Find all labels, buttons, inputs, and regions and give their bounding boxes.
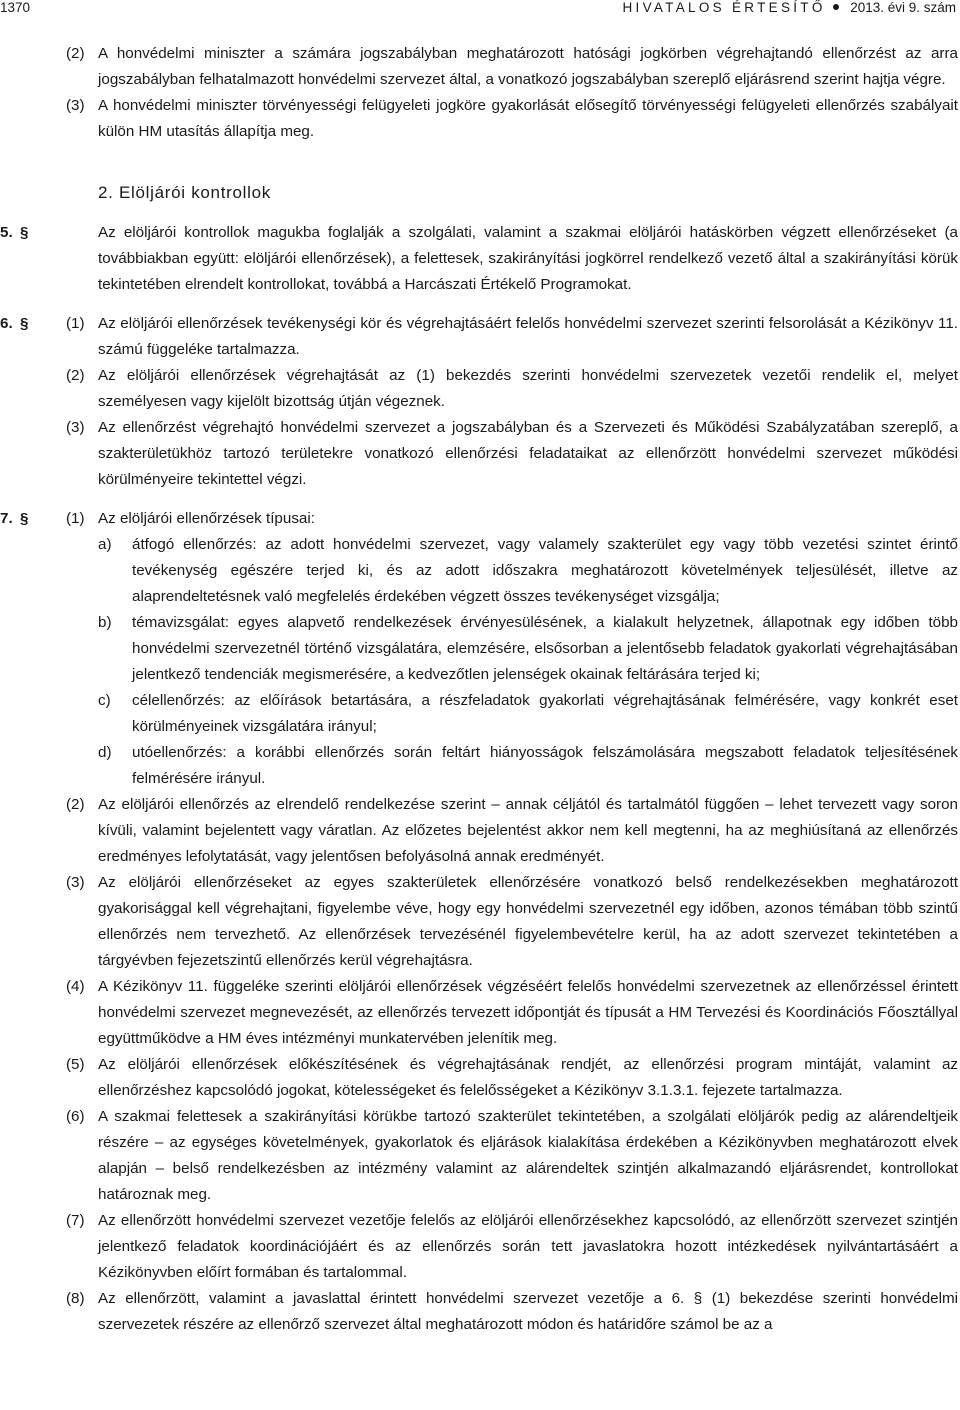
paragraph-number: (2): [66, 367, 85, 384]
issue-number: 2013. évi 9. szám: [850, 0, 956, 15]
paragraph-number: (1): [66, 315, 85, 332]
paragraph-text: A Kézikönyv 11. függeléke szerinti elöljárói ellenőrzések végzéséért felelős honvédelmi szervezetnek az ellenőrzéssel érintett honvédelmi szervezet megnevezését, az ellenőrzés tervezett időpontját és típusát a HM Tervezési és Koordinációs Főosztállyal együttműködve a HM éves intézményi munkatervében jelenítik meg.: [98, 978, 958, 1047]
paragraph-number: (7): [66, 1212, 85, 1229]
paragraph-number: (3): [66, 419, 85, 436]
paragraph-text: Az ellenőrzött, valamint a javaslattal érintett honvédelmi szervezet vezetője a 6. § (1) bekezdése szerinti honvédelmi szervezetek részére az ellenőrző szervezet által meghatározott módon és határidőre számol be az a: [98, 1290, 958, 1333]
section-number: 7.: [0, 510, 13, 527]
paragraph: [0, 792, 958, 870]
paragraph: [0, 93, 958, 145]
list-item-text: átfogó ellenőrzés: az adott honvédelmi szervezet, vagy valamely szakterület egy vagy több vezetési szintet érintő tevékenység egészére terjed ki, és az adott időszakra meghatározott követelmények teljesülését, illetve az alaprendeltetésnek való megfelelés érdekében végzett összes tevékenységet vizsgálja;: [132, 536, 958, 605]
section-number: 6.: [0, 315, 13, 332]
paragraph-number: (4): [66, 978, 85, 995]
list-item-text: utóellenőrzés: a korábbi ellenőrzés során feltárt hiányosságok felszámolására megszabott feladatok teljesítésének felmérésére irányul.: [132, 744, 958, 787]
section-sign: §: [20, 224, 29, 241]
paragraph-number: (8): [66, 1290, 85, 1307]
paragraph-text: A honvédelmi miniszter a számára jogszabályban meghatározott hatósági jogkörben végrehajtandó ellenőrzést az arra jogszabályban felhatalmazott honvédelmi szervezet által, a vonatkozó jogszabályban szereplő eljárásrend szerint hajtja végre.: [98, 45, 958, 88]
section-6: [0, 311, 958, 363]
page-number: 1370: [0, 0, 31, 15]
publication-title: HIVATALOS ÉRTESÍTŐ: [622, 0, 826, 15]
section-5: [0, 220, 958, 298]
list-item: [0, 688, 958, 740]
paragraph: [0, 974, 958, 1052]
paragraph-text: Az elöljárói ellenőrzések típusai:: [98, 510, 315, 527]
paragraph: [0, 1286, 958, 1338]
paragraph-number: (2): [66, 796, 85, 813]
paragraph: [0, 870, 958, 974]
list-item-text: célellenőrzés: az előírások betartására, a részfeladatok gyakorlati végrehajtásának felmérésére, vagy konkrét eset körülményeinek vizsgálatára irányul;: [132, 692, 958, 735]
paragraph-text: Az ellenőrzést végrehajtó honvédelmi szervezet a jogszabályban és a Szervezeti és Működési Szabályzatában szereplő, a szakterületükhöz tartozó területekre vonatkozó ellenőrzési feladataikat az ellenőrzött honvédelmi szervezet működési körülményeire tekintettel végzi.: [98, 419, 958, 488]
publication-info: [622, 0, 956, 16]
paragraph-number: (6): [66, 1108, 85, 1125]
paragraph-text: Az elöljárói ellenőrzések előkészítésének és végrehajtásának rendjét, az ellenőrzési program mintáját, valamint az ellenőrzéshez kapcsolódó jogokat, kötelességeket és felelősségeket a Kézikönyv 3.1.3.1. fejezete tartalmazza.: [98, 1056, 958, 1099]
list-item: [0, 610, 958, 688]
bullet-separator-icon: [833, 4, 839, 10]
list-item: [0, 532, 958, 610]
section-7: [0, 506, 958, 532]
chapter-title: 2. Elöljárói kontrollok: [98, 183, 271, 202]
section-sign: §: [20, 315, 29, 332]
paragraph-text: Az elöljárói ellenőrzéseket az egyes szakterületek ellenőrzésére vonatkozó belső rendelkezésekben meghatározott gyakorisággal kell végrehajtani, figyelembe véve, hogy egy honvédelmi szervezetnél egy időben, azonos témában több szintű ellenőrzés nem tervezhető. Az ellenőrzések tervezésénél figyelembevételre kerül, ha az adott szervezet tekintetében a tárgyévben fejezetszintű ellenőrzés kerül végrehajtásra.: [98, 874, 958, 969]
paragraph-text: A honvédelmi miniszter törvényességi felügyeleti jogköre gyakorlását elősegítő törvényességi felügyeleti ellenőrzés szabályait külön HM utasítás állapítja meg.: [98, 97, 958, 140]
paragraph: [0, 415, 958, 493]
paragraph-text: Az ellenőrzött honvédelmi szervezet vezetője felelős az elöljárói ellenőrzésekhez kapcsolódó, az ellenőrzött szervezet szintjén jelentkező feladatok koordinációjáért és az ellenőrzés során tett javaslatokra hozott intézkedések nyilvántartásáért a Kézikönyvben előírt formában és tartalommal.: [98, 1212, 958, 1281]
paragraph: [0, 1208, 958, 1286]
paragraph-text: Az elöljárói kontrollok magukba foglalják a szolgálati, valamint a szakmai elöljárói hatáskörben végzett ellenőrzéseket (a továbbiakban együtt: elöljárói ellenőrzések), a felettesek, szakirányítási jogkörrel rendelkező vezető által a szakirányítási körük tekintetében elrendelt kontrollokat, továbbá a Harcászati Értékelő Programokat.: [98, 224, 958, 293]
paragraph: [0, 41, 958, 93]
paragraph: [0, 363, 958, 415]
list-letter: c): [98, 692, 111, 709]
list-item-text: témavizsgálat: egyes alapvető rendelkezések érvényesülésének, a kialakult helyzetnek, állapotnak egy időben több honvédelmi szervezetnél történő vizsgálatára, elemzésére, elsősorban a jelentősebb feladatok gyakorlati végrehajtásában jelentkező tendenciák megismerésére, a kedvezőtlen jelenségek okainak feltárására terjed ki;: [132, 614, 958, 683]
paragraph-text: Az elöljárói ellenőrzések tevékenységi kör és végrehajtásáért felelős honvédelmi szervezet szerinti felsorolását a Kézikönyv 11. számú függeléke tartalmazza.: [98, 315, 958, 358]
page-header: [0, 0, 960, 16]
paragraph-number: (2): [66, 45, 85, 62]
paragraph-number: (3): [66, 97, 85, 114]
paragraph-number: (1): [66, 510, 85, 527]
paragraph-number: (3): [66, 874, 85, 891]
list-item: [0, 740, 958, 792]
paragraph: [0, 1104, 958, 1208]
paragraph-text: Az elöljárói ellenőrzés az elrendelő rendelkezése szerint – annak céljától és tartalmától függően – lehet tervezett vagy soron kívüli, valamint bejelentett vagy váratlan. Az előzetes bejelentést akkor nem kell megtenni, ha az meghiúsítaná az ellenőrzés eredményes lefolytatását, vagy jelentősen befolyásolná annak eredményét.: [98, 796, 958, 865]
paragraph-number: (5): [66, 1056, 85, 1073]
paragraph: [0, 1052, 958, 1104]
list-letter: a): [98, 536, 112, 553]
section-number: 5.: [0, 224, 13, 241]
paragraph-text: Az elöljárói ellenőrzések végrehajtását az (1) bekezdés szerinti honvédelmi szervezetek vezetői rendelik el, melyet személyesen vagy kijelölt bizottság útján végeznek.: [98, 367, 958, 410]
section-sign: §: [20, 510, 29, 527]
list-letter: b): [98, 614, 112, 631]
paragraph-text: A szakmai felettesek a szakirányítási körükbe tartozó szakterület tekintetében, a szolgálati elöljárók pedig az alárendeltjeik részére – az egységes követelmények, gyakorlatok és eljárások kialakítása érdekében a Kézikönyvben meghatározott elvek alapján – belső rendelkezésben az intézmény valamint az alárendeltek szintjén alkalmazandó eljárásrendet, kontrollokat határoznak meg.: [98, 1108, 958, 1203]
list-letter: d): [98, 744, 112, 761]
document-body: [0, 41, 958, 1338]
